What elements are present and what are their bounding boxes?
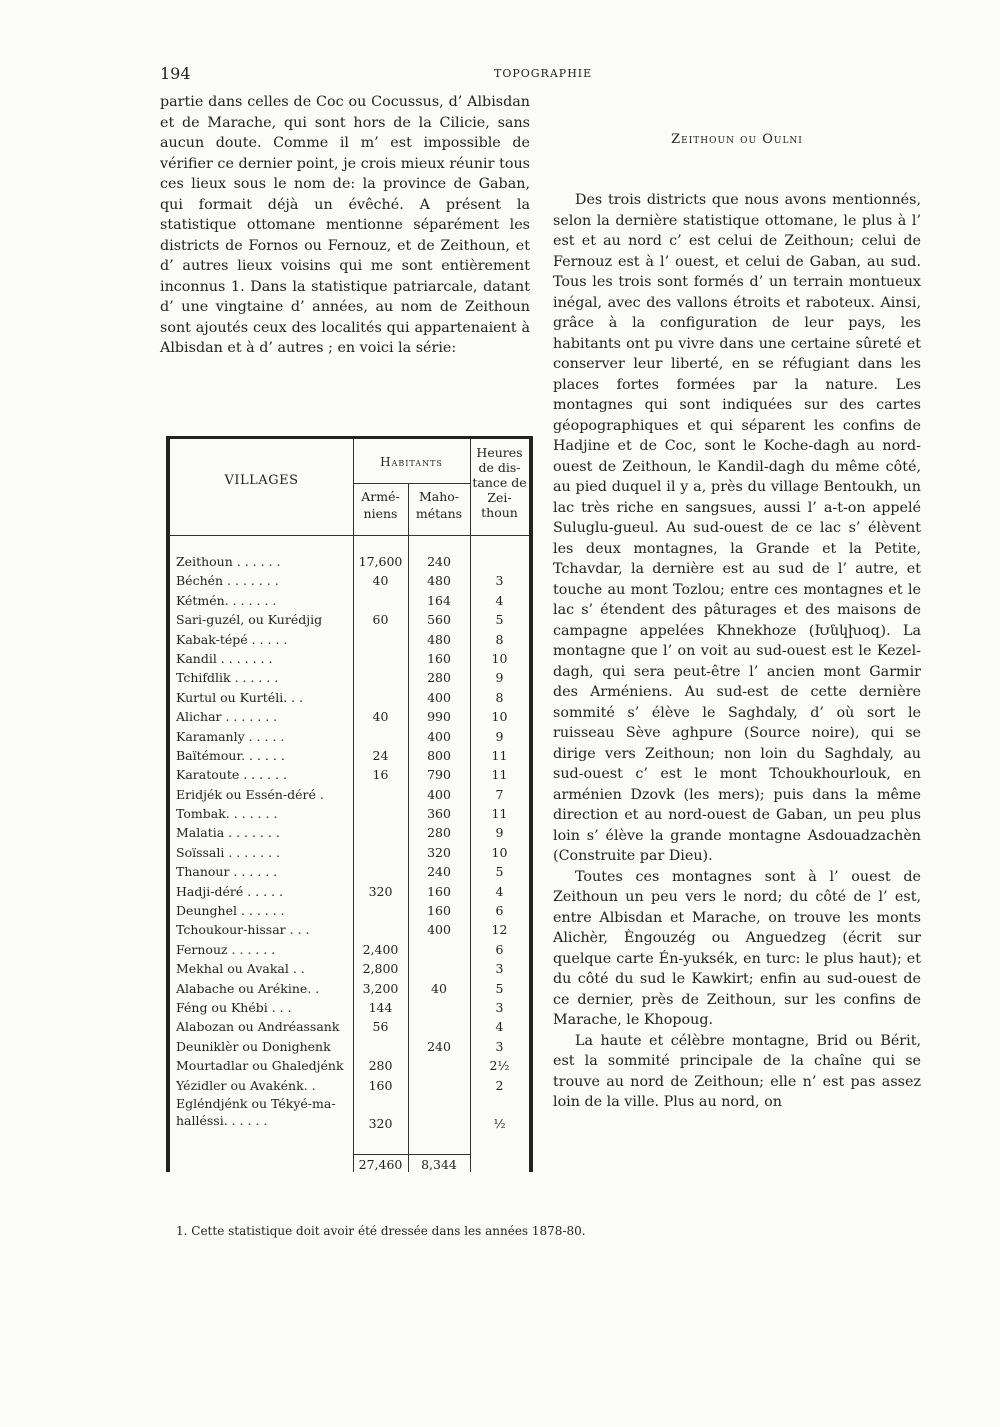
table-row (170, 998, 529, 1017)
cell-mah: 160 (427, 903, 451, 919)
cell-name: Kabak-tépé . . . . . (176, 631, 288, 647)
cell-heu: 3 (495, 961, 504, 977)
table-row (170, 649, 529, 668)
cell-mah: 160 (427, 883, 451, 899)
header-heures: Heures de dis-tance de Zei-thoun (472, 445, 527, 520)
cell-name: Kandil . . . . . . . (176, 650, 273, 666)
cell-name: Baïtémour. . . . . . (176, 747, 285, 763)
table-row (170, 823, 529, 842)
section-title: Zeithoun ou Oulni (671, 132, 803, 147)
header-divider (353, 483, 470, 484)
table-row (170, 1037, 529, 1056)
header-armeniens: Armé-niens (361, 489, 400, 521)
table-row (170, 765, 529, 784)
cell-heu: 4 (495, 883, 504, 899)
cell-name: Alichar . . . . . . . (176, 709, 278, 725)
cell-heu: 5 (495, 864, 504, 880)
cell-name: Soïssali . . . . . . . (176, 844, 280, 860)
table-row (170, 920, 529, 939)
cell-arm: 160 (368, 1077, 393, 1093)
table-row (170, 1017, 529, 1036)
cell-heu: 3 (495, 573, 504, 589)
cell-mah: 400 (427, 922, 451, 938)
cell-mah: 480 (427, 631, 451, 647)
cell-name: Alabache ou Arékine. . (176, 980, 320, 996)
right-paragraph-1: Des trois districts que nous avons mentionnés, selon la dernière statistique ottomane, le plus à l’ est et au nord c’ est celui de Zeithoun; celui de Fernouz est à l’ ouest, et celui de Gaban, au sud. Tous les trois sont formés d’ un terrain montueux inégal, avec des vallons étroits et raboteux. Ainsi, grâce à la configuration de leur pays, les habitants ont pu vivre dans une certaine sûreté et conserver leur liberté, en se réfugiant dans les places fortes formées par la nature. Les montagnes qui sont indiquées sur des cartes géopographiques et qui séparent les confins de Hadjine et de Coc, sont le Koche-dagh au nord-ouest de Zeithoun, le Kandil-dagh du même côté, au pied duquel il y a, près du village Bentoukh, un lac très riche en sangsues, aussi l’ a-t-on appelé Suluglu-gueul. Au sud-ouest de ce lac s’ élèvent les deux montagnes, la Grande et la Petite, Tchavdar, la dernière est au sud de l’ autre, et touche au mont Tozlou; entre ces montagnes et le lac s’ étendent des pâturages et des maisons de campagne appelées Khnekhoze (Խնկխօզ). La montagne que l’ on voit au sud-ouest est le Kezel-dagh, qui sera peut-être l’ ancien mont Garmir des Arméniens. Au sud-est de cette dernière sommité s’ élève le Saghdaly, d’ où sort le ruisseau Sève aghpure (Source noire), qui se dirige vers Zeithoun; non loin du Saghdaly, au sud-ouest c’ est le mont Tchoukhourlouk, en arménien Dzovk (les mers); puis dans la même direction et au nord-ouest de Gaban, un peu plus loin s’ élève la grande montagne Asdouadzachèn (Construite par Dieu). (553, 192, 921, 864)
table-row (170, 668, 529, 687)
table-row (170, 882, 529, 901)
right-paragraph-2: Toutes ces montagnes sont à l’ ouest de Zeithoun un peu vers le nord; du côté de l’ est, entre Albisdan et Marache, on trouve les monts Alichèr, Èngouzég ou Anguedzeg (écrit sur quelque carte Én-yuksék, en turc: le plus haut); et du côté du sud le Kawkirt; enfin au sud-ouest de ce dernier, près de Zeithoun, sur les confins de Marache, le Khopoug. (553, 868, 921, 1028)
cell-name: Féng ou Khébi . . . (176, 999, 292, 1015)
table-row (170, 688, 529, 707)
cell-name: Mekhal ou Avakal . . (176, 961, 305, 977)
cell-mah: 560 (427, 612, 451, 628)
cell-name: Mourtadlar ou Ghaledjénk (176, 1058, 344, 1074)
cell-name: Alabozan ou Andréassank (176, 1019, 340, 1035)
table-row (170, 843, 529, 862)
left-paragraph: partie dans celles de Coc ou Cocussus, d’ Albisdan et de Marache, qui sont hors de la Cilicie, sans aucun doute. Comme il m’ est impossible de vérifier ce dernier point, je crois mieux réunir tous ces lieux sous le nom de: la province de Gaban, qui formait déjà un évêché. A présent la statistique ottomane mentionne séparément les districts de Fornos ou Fernouz, et de Zeithoun, et d’ autres lieux voisins qui me sont entièrement inconnus 1. Dans la statistique patriarcale, datant d’ une vingtaine d’ années, au nom de Zeithoun sont ajoutés ceux des localités qui appartenaient à Albisdan et à d’ autres ; en voici la série: (160, 94, 530, 356)
cell-heu: 10 (491, 844, 508, 860)
cell-mah: 164 (427, 592, 451, 608)
cell-heu: 10 (491, 650, 508, 666)
table-row (170, 979, 529, 998)
cell-name: Thanour . . . . . . (176, 864, 278, 880)
cell-name: Sari-guzél, ou Kurédjig (176, 612, 323, 628)
table-body (170, 552, 529, 1133)
cell-arm: 60 (372, 612, 389, 628)
table-row (170, 1095, 529, 1133)
header-mahometans: Maho-métans (415, 489, 463, 521)
cell-heu: 5 (495, 612, 504, 628)
cell-heu: ½ (493, 1115, 506, 1131)
running-head: TOPOGRAPHIE (494, 67, 593, 80)
cell-heu: 8 (495, 689, 504, 705)
cell-mah: 360 (427, 806, 451, 822)
cell-heu: 7 (495, 786, 504, 802)
cell-name: Malatia . . . . . . . (176, 825, 280, 841)
cell-arm: 320 (368, 883, 393, 899)
village-statistics-table (166, 436, 533, 1172)
cell-mah: 280 (427, 670, 451, 686)
cell-heu: 2½ (489, 1058, 510, 1074)
cell-heu: 5 (495, 980, 504, 996)
cell-name: Tombak. . . . . . . (176, 806, 278, 822)
cell-heu: 3 (495, 1038, 504, 1054)
cell-heu: 11 (491, 747, 508, 763)
cell-heu: 3 (495, 999, 504, 1015)
header-habitants: Habitants (380, 455, 443, 469)
cell-mah: 320 (427, 844, 451, 860)
cell-heu: 10 (491, 709, 508, 725)
table-row (170, 1056, 529, 1075)
table-row (170, 862, 529, 881)
cell-arm: 24 (372, 747, 389, 763)
cell-mah: 400 (427, 728, 451, 744)
table-row (170, 630, 529, 649)
cell-arm: 40 (372, 709, 389, 725)
cell-name: Deunghel . . . . . . (176, 903, 285, 919)
cell-arm: 280 (368, 1058, 393, 1074)
table-row (170, 591, 529, 610)
table-row (170, 552, 529, 571)
cell-name: Egléndjénk ou Tékyé-ma-halléssi. . . . . . (176, 1095, 336, 1128)
table-row (170, 746, 529, 765)
cell-heu: 8 (495, 631, 504, 647)
total-armeniens: 27,460 (358, 1157, 403, 1172)
cell-name: Yézidler ou Avakénk. . (176, 1077, 316, 1093)
right-paragraph-3: La haute et célèbre montagne, Brid ou Bérit, est la sommité principale de la chaîne qui se trouve au nord de Zeithoun; elle n’ est pas assez loin de la ville. Plus au nord, on (553, 1032, 921, 1110)
page-number: 194 (160, 64, 191, 83)
cell-heu: 6 (495, 941, 504, 957)
cell-name: Karatoute . . . . . . (176, 767, 287, 783)
cell-name: Hadji-déré . . . . . (176, 883, 283, 899)
cell-mah: 800 (427, 747, 451, 763)
cell-arm: 144 (368, 999, 393, 1015)
header-villages: VILLAGES (224, 473, 299, 488)
cell-heu: 11 (491, 767, 508, 783)
cell-mah: 240 (427, 1038, 451, 1054)
cell-heu: 4 (495, 592, 504, 608)
cell-heu: 9 (495, 670, 504, 686)
cell-mah: 40 (431, 980, 447, 996)
cell-heu: 11 (491, 806, 508, 822)
cell-mah: 400 (427, 786, 451, 802)
cell-heu: 9 (495, 825, 504, 841)
table-row (170, 901, 529, 920)
cell-mah: 280 (427, 825, 451, 841)
cell-mah: 400 (427, 689, 451, 705)
cell-arm: 56 (372, 1019, 389, 1035)
cell-name: Tchoukour-hissar . . . (176, 922, 310, 938)
cell-arm: 17,600 (358, 554, 403, 569)
cell-mah: 160 (427, 650, 451, 666)
right-column (553, 190, 921, 1113)
cell-heu: 4 (495, 1019, 504, 1035)
table-row (170, 959, 529, 978)
cell-name: Karamanly . . . . . (176, 728, 285, 744)
cell-mah: 240 (427, 554, 451, 569)
cell-arm: 16 (372, 767, 389, 783)
cell-mah: 990 (427, 709, 451, 725)
cell-name: Zeithoun . . . . . . (176, 554, 281, 569)
cell-name: Béchén . . . . . . . (176, 573, 279, 589)
cell-name: Fernouz . . . . . . (176, 941, 276, 957)
cell-arm: 320 (368, 1115, 393, 1131)
cell-arm: 2,800 (362, 961, 399, 977)
table-row (170, 707, 529, 726)
cell-arm: 40 (372, 573, 389, 589)
cell-name: Tchifdlik . . . . . . (176, 670, 279, 686)
table-row (170, 940, 529, 959)
left-column (160, 92, 530, 359)
table-row (170, 1076, 529, 1095)
table-row (170, 727, 529, 746)
cell-mah: 790 (427, 767, 451, 783)
table-row (170, 804, 529, 823)
cell-arm: 3,200 (362, 980, 399, 996)
table-header (170, 439, 529, 536)
cell-heu: 12 (491, 922, 508, 938)
totals-row (353, 1154, 470, 1172)
cell-name: Kurtul ou Kurtéli. . . (176, 689, 304, 705)
cell-heu: 6 (495, 903, 504, 919)
cell-name: Deuniklèr ou Donighenk (176, 1038, 331, 1054)
total-mahometans: 8,344 (421, 1157, 457, 1172)
footnote: 1. Cette statistique doit avoir été dressée dans les années 1878-80. (176, 1224, 586, 1238)
cell-mah: 240 (427, 864, 451, 880)
cell-name: Eridjék ou Essén-déré . (176, 786, 324, 802)
table-row (170, 610, 529, 629)
table-row (170, 785, 529, 804)
cell-name: Kétmén. . . . . . . (176, 592, 277, 608)
table-row (170, 571, 529, 590)
cell-mah: 480 (427, 573, 451, 589)
cell-heu: 2 (495, 1077, 504, 1093)
cell-arm: 2,400 (362, 941, 399, 957)
cell-heu: 9 (495, 728, 504, 744)
